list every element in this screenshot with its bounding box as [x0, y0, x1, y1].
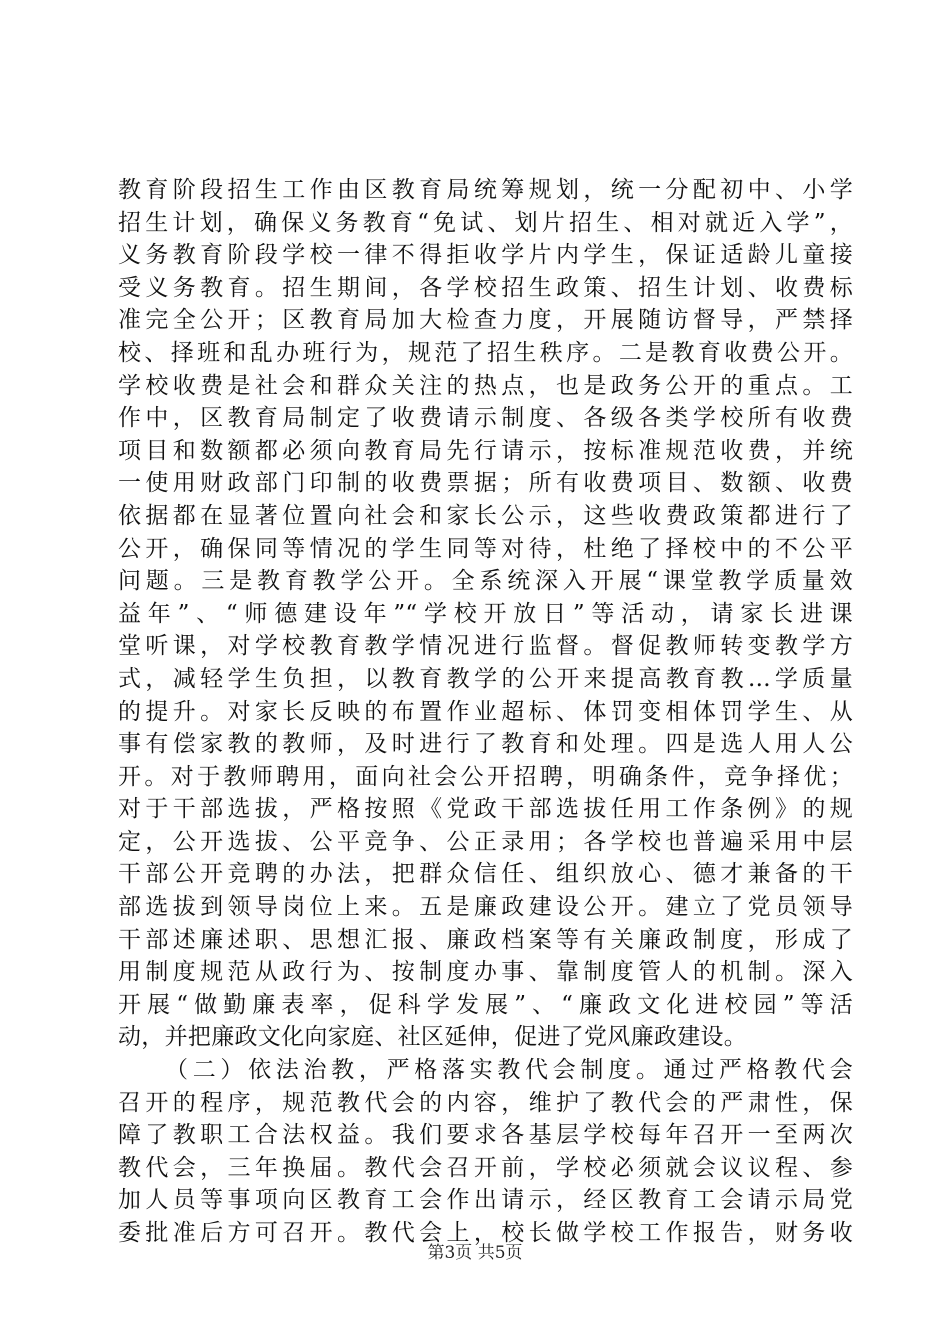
text-line: 开。对于教师聘用，面向社会公开招聘，明确条件，竞争择优； [118, 763, 853, 790]
text-line: 干部述廉述职、思想汇报、廉政档案等有关廉政制度，形成了 [118, 926, 853, 953]
text-line: 项目和数额都必须向教育局先行请示，按标准规范收费，并统 [118, 437, 853, 464]
text-line: 堂听课，对学校教育教学情况进行监督。督促教师转变教学方 [118, 633, 853, 660]
section-heading-line: （二）依法治教，严格落实教代会制度。通过严格教代会 [165, 1057, 853, 1084]
page-number-footer: 第3页 共5页 [427, 1243, 523, 1263]
text-line: 障了教职工合法权益。我们要求各基层学校每年召开一至两次 [118, 1122, 853, 1149]
text-line: 益年”、“师德建设年”“学校开放日”等活动，请家长进课 [118, 600, 853, 627]
text-line: 义务教育阶段学校一律不得拒收学片内学生，保证适龄儿童接 [118, 242, 853, 269]
text-line: 的提升。对家长反映的布置作业超标、体罚变相体罚学生、从 [118, 698, 853, 725]
text-line: 受义务教育。招生期间，各学校招生政策、招生计划、收费标 [118, 274, 853, 301]
text-line: 作中，区教育局制定了收费请示制度、各级各类学校所有收费 [118, 405, 853, 432]
text-line: 干部公开竞聘的办法，把群众信任、组织放心、德才兼备的干 [118, 861, 853, 888]
text-line: 动，并把廉政文化向家庭、社区延伸，促进了党风廉政建设。 [118, 1024, 748, 1051]
text-line: 委批准后方可召开。教代会上，校长做学校工作报告，财务收 [118, 1220, 853, 1246]
text-line: 召开的程序，规范教代会的内容，维护了教代会的严肃性，保 [118, 1089, 853, 1116]
text-line: 开展“做勤廉表率，促科学发展”、“廉政文化进校园”等活 [118, 991, 853, 1018]
text-line: 加人员等事项向区教育工会作出请示，经区教育工会请示局党 [118, 1187, 853, 1214]
text-line: 依据都在显著位置向社会和家长公示，这些收费政策都进行了 [118, 502, 853, 529]
text-line: 式，减轻学生负担，以教育教学的公开来提高教育教...学质量 [118, 665, 853, 692]
text-line: 教育阶段招生工作由区教育局统筹规划，统一分配初中、小学 [118, 177, 853, 203]
text-line: 事有偿家教的教师，及时进行了教育和处理。四是选人用人公 [118, 731, 853, 758]
document-body [118, 174, 853, 1250]
text-line: 准完全公开；区教育局加大检查力度，开展随访督导，严禁择 [118, 307, 853, 334]
text-line: 对于干部选拔，严格按照《党政干部选拔任用工作条例》的规 [118, 796, 853, 823]
text-line: 公开，确保同等情况的学生同等对待，杜绝了择校中的不公平 [118, 535, 853, 562]
text-line: 问题。三是教育教学公开。全系统深入开展“课堂教学质量效 [118, 568, 853, 595]
text-line: 招生计划，确保义务教育“免试、划片招生、相对就近入学”， [118, 209, 853, 236]
text-line: 校、择班和乱办班行为，规范了招生秩序。二是教育收费公开。 [118, 339, 853, 366]
text-line: 定，公开选拔、公平竞争、公正录用；各学校也普遍采用中层 [118, 828, 853, 855]
text-line: 部选拔到领导岗位上来。五是廉政建设公开。建立了党员领导 [118, 894, 853, 921]
text-line: 用制度规范从政行为、按制度办事、靠制度管人的机制。深入 [118, 959, 853, 986]
text-line: 一使用财政部门印制的收费票据；所有收费项目、数额、收费 [118, 470, 853, 497]
text-line: 教代会，三年换届。教代会召开前，学校必须就会议议程、参 [118, 1154, 853, 1181]
text-line: 学校收费是社会和群众关注的热点，也是政务公开的重点。工 [118, 372, 853, 399]
